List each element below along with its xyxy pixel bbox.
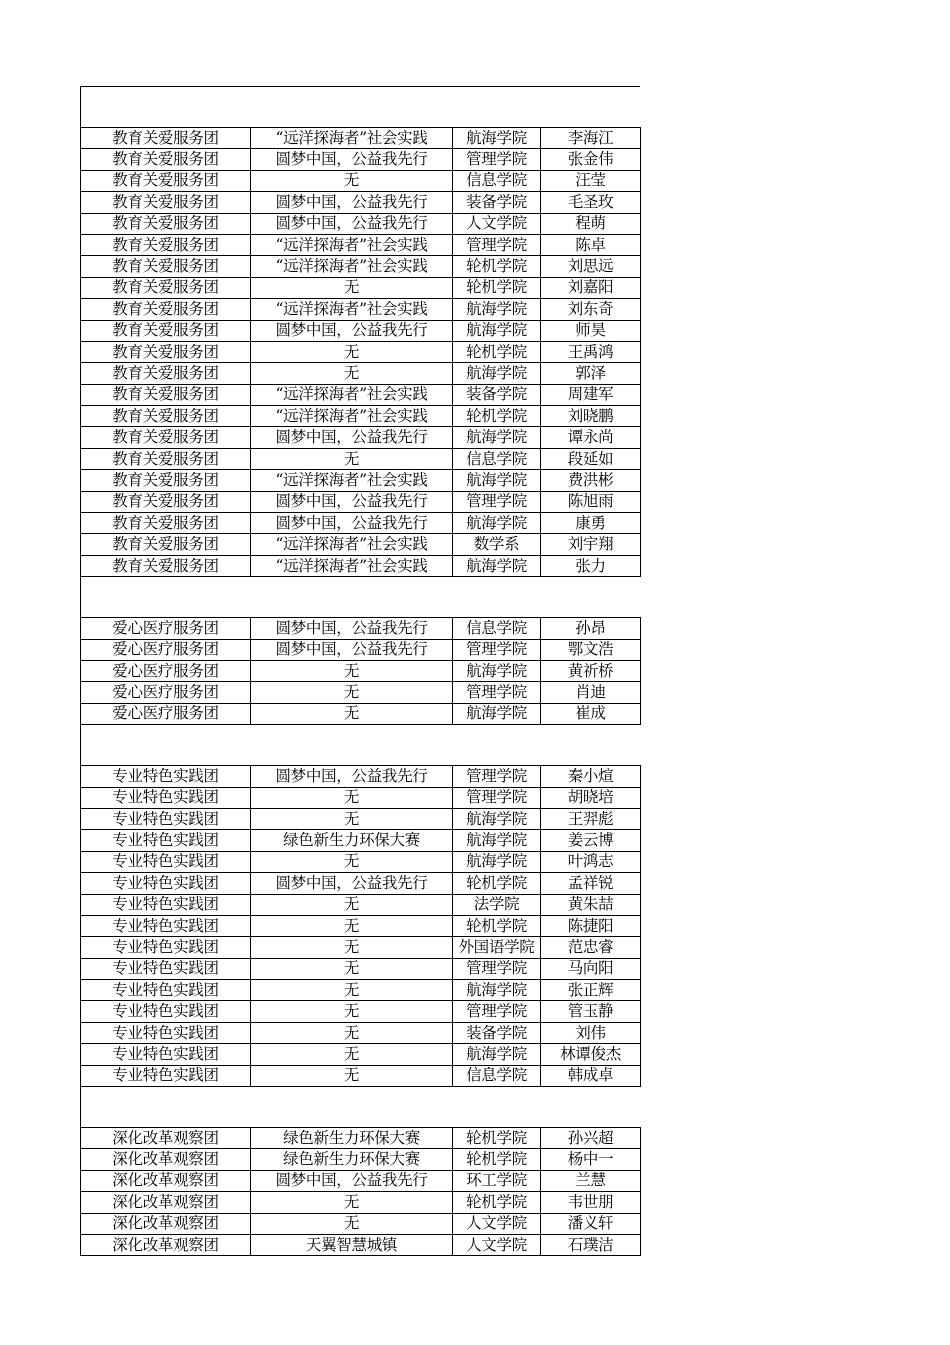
team-cell[interactable]: 教育关爱服务团 bbox=[81, 299, 251, 320]
activity-cell[interactable]: 绿色新生力环保大赛 bbox=[251, 1149, 453, 1170]
college-cell[interactable]: 装备学院 bbox=[453, 1022, 541, 1043]
group-table bbox=[80, 617, 641, 725]
table-row bbox=[81, 277, 641, 298]
activity-cell[interactable]: 无 bbox=[251, 1213, 453, 1234]
college-cell[interactable]: 管理学院 bbox=[453, 149, 541, 170]
table-row bbox=[81, 1192, 641, 1213]
table-row bbox=[81, 555, 641, 576]
name-cell[interactable]: 费洪彬 bbox=[541, 470, 641, 491]
activity-cell[interactable]: 圆梦中国，公益我先行 bbox=[251, 1170, 453, 1191]
activity-cell[interactable]: 天翼智慧城镇 bbox=[251, 1234, 453, 1255]
table-row bbox=[81, 808, 641, 829]
college-cell[interactable]: 人文学院 bbox=[453, 213, 541, 234]
team-cell[interactable]: 专业特色实践团 bbox=[81, 1044, 251, 1065]
name-cell[interactable]: 刘伟 bbox=[541, 1022, 641, 1043]
college-cell[interactable]: 轮机学院 bbox=[453, 915, 541, 936]
college-cell[interactable]: 航海学院 bbox=[453, 513, 541, 534]
name-cell[interactable]: 张正辉 bbox=[541, 980, 641, 1001]
table-row bbox=[81, 1022, 641, 1043]
team-cell[interactable]: 教育关爱服务团 bbox=[81, 149, 251, 170]
college-cell[interactable]: 航海学院 bbox=[453, 980, 541, 1001]
activity-cell[interactable]: 无 bbox=[251, 703, 453, 724]
activity-cell[interactable]: “远洋探海者”社会实践 bbox=[251, 256, 453, 277]
team-cell[interactable]: 教育关爱服务团 bbox=[81, 234, 251, 255]
name-cell[interactable]: 陈卓 bbox=[541, 234, 641, 255]
table-row bbox=[81, 703, 641, 724]
table-row bbox=[81, 1128, 641, 1149]
team-cell[interactable]: 教育关爱服务团 bbox=[81, 341, 251, 362]
team-cell[interactable]: 专业特色实践团 bbox=[81, 851, 251, 872]
activity-cell[interactable]: 无 bbox=[251, 937, 453, 958]
name-cell[interactable]: 王禹鸿 bbox=[541, 341, 641, 362]
team-cell[interactable]: 深化改革观察团 bbox=[81, 1128, 251, 1149]
team-cell[interactable]: 专业特色实践团 bbox=[81, 830, 251, 851]
team-cell[interactable]: 教育关爱服务团 bbox=[81, 427, 251, 448]
table-row bbox=[81, 915, 641, 936]
table-row bbox=[81, 958, 641, 979]
college-cell[interactable]: 数学系 bbox=[453, 534, 541, 555]
team-cell[interactable]: 专业特色实践团 bbox=[81, 787, 251, 808]
activity-cell[interactable]: “远洋探海者”社会实践 bbox=[251, 406, 453, 427]
team-cell[interactable]: 教育关爱服务团 bbox=[81, 470, 251, 491]
group-separator bbox=[80, 1087, 640, 1127]
college-cell[interactable]: 管理学院 bbox=[453, 234, 541, 255]
college-cell[interactable]: 人文学院 bbox=[453, 1213, 541, 1234]
team-cell[interactable]: 专业特色实践团 bbox=[81, 1001, 251, 1022]
activity-cell[interactable]: 无 bbox=[251, 808, 453, 829]
table-row bbox=[81, 1213, 641, 1234]
name-cell[interactable]: 林谭俊杰 bbox=[541, 1044, 641, 1065]
name-cell[interactable]: 马向阳 bbox=[541, 958, 641, 979]
name-cell[interactable]: 陈捷阳 bbox=[541, 915, 641, 936]
activity-cell[interactable]: 圆梦中国，公益我先行 bbox=[251, 192, 453, 213]
group-separator bbox=[80, 725, 640, 765]
college-cell[interactable]: 管理学院 bbox=[453, 787, 541, 808]
activity-cell[interactable]: 绿色新生力环保大赛 bbox=[251, 1128, 453, 1149]
college-cell[interactable]: 轮机学院 bbox=[453, 873, 541, 894]
team-cell[interactable]: 专业特色实践团 bbox=[81, 808, 251, 829]
table-row bbox=[81, 1001, 641, 1022]
team-cell[interactable]: 教育关爱服务团 bbox=[81, 213, 251, 234]
name-cell[interactable]: 汪莹 bbox=[541, 170, 641, 191]
activity-cell[interactable]: “远洋探海者”社会实践 bbox=[251, 555, 453, 576]
activity-cell[interactable]: “远洋探海者”社会实践 bbox=[251, 470, 453, 491]
table-row bbox=[81, 660, 641, 681]
name-cell[interactable]: 范忠睿 bbox=[541, 937, 641, 958]
activity-cell[interactable]: 圆梦中国，公益我先行 bbox=[251, 766, 453, 787]
college-cell[interactable]: 环工学院 bbox=[453, 1170, 541, 1191]
activity-cell[interactable]: 无 bbox=[251, 341, 453, 362]
team-cell[interactable]: 深化改革观察团 bbox=[81, 1149, 251, 1170]
college-cell[interactable]: 轮机学院 bbox=[453, 1149, 541, 1170]
college-cell[interactable]: 信息学院 bbox=[453, 618, 541, 639]
activity-cell[interactable]: 无 bbox=[251, 660, 453, 681]
college-cell[interactable]: 信息学院 bbox=[453, 448, 541, 469]
activity-cell[interactable]: 圆梦中国，公益我先行 bbox=[251, 639, 453, 660]
group-container bbox=[80, 127, 640, 1256]
activity-cell[interactable]: 无 bbox=[251, 915, 453, 936]
name-cell[interactable]: 黄祈桥 bbox=[541, 660, 641, 681]
name-cell[interactable]: 郭泽 bbox=[541, 363, 641, 384]
college-cell[interactable]: 管理学院 bbox=[453, 491, 541, 512]
spreadsheet bbox=[80, 86, 640, 1256]
activity-cell[interactable]: 绿色新生力环保大赛 bbox=[251, 830, 453, 851]
name-cell[interactable]: 兰慧 bbox=[541, 1170, 641, 1191]
team-cell[interactable]: 教育关爱服务团 bbox=[81, 491, 251, 512]
table-row bbox=[81, 980, 641, 1001]
activity-cell[interactable]: 无 bbox=[251, 851, 453, 872]
college-cell[interactable]: 轮机学院 bbox=[453, 341, 541, 362]
team-cell[interactable]: 专业特色实践团 bbox=[81, 1022, 251, 1043]
college-cell[interactable]: 管理学院 bbox=[453, 639, 541, 660]
name-cell[interactable]: 孙昂 bbox=[541, 618, 641, 639]
activity-cell[interactable]: 无 bbox=[251, 787, 453, 808]
college-cell[interactable]: 信息学院 bbox=[453, 170, 541, 191]
table-row bbox=[81, 213, 641, 234]
team-cell[interactable]: 专业特色实践团 bbox=[81, 915, 251, 936]
team-cell[interactable]: 教育关爱服务团 bbox=[81, 192, 251, 213]
college-cell[interactable]: 轮机学院 bbox=[453, 256, 541, 277]
activity-cell[interactable]: 无 bbox=[251, 980, 453, 1001]
name-cell[interactable]: 鄂文浩 bbox=[541, 639, 641, 660]
table-row bbox=[81, 448, 641, 469]
table-row bbox=[81, 830, 641, 851]
name-cell[interactable]: 师昊 bbox=[541, 320, 641, 341]
table-row bbox=[81, 470, 641, 491]
name-cell[interactable]: 姜云博 bbox=[541, 830, 641, 851]
college-cell[interactable]: 航海学院 bbox=[453, 1044, 541, 1065]
name-cell[interactable]: 李海江 bbox=[541, 128, 641, 149]
activity-cell[interactable]: 无 bbox=[251, 1001, 453, 1022]
table-row bbox=[81, 534, 641, 555]
team-cell[interactable]: 专业特色实践团 bbox=[81, 937, 251, 958]
team-cell[interactable]: 爱心医疗服务团 bbox=[81, 703, 251, 724]
table-row bbox=[81, 299, 641, 320]
team-cell[interactable]: 教育关爱服务团 bbox=[81, 534, 251, 555]
college-cell[interactable]: 航海学院 bbox=[453, 427, 541, 448]
team-cell[interactable]: 爱心医疗服务团 bbox=[81, 660, 251, 681]
name-cell[interactable]: 刘宇翔 bbox=[541, 534, 641, 555]
team-cell[interactable]: 深化改革观察团 bbox=[81, 1213, 251, 1234]
sheet-header-row bbox=[80, 86, 640, 127]
table-row bbox=[81, 170, 641, 191]
college-cell[interactable]: 航海学院 bbox=[453, 470, 541, 491]
table-row bbox=[81, 1044, 641, 1065]
college-cell[interactable]: 航海学院 bbox=[453, 128, 541, 149]
name-cell[interactable]: 秦小煊 bbox=[541, 766, 641, 787]
table-row bbox=[81, 1065, 641, 1086]
name-cell[interactable]: 杨中一 bbox=[541, 1149, 641, 1170]
team-cell[interactable]: 教育关爱服务团 bbox=[81, 320, 251, 341]
team-cell[interactable]: 教育关爱服务团 bbox=[81, 513, 251, 534]
college-cell[interactable]: 轮机学院 bbox=[453, 406, 541, 427]
group-table bbox=[80, 127, 641, 577]
table-row bbox=[81, 682, 641, 703]
team-cell[interactable]: 教育关爱服务团 bbox=[81, 406, 251, 427]
group-table bbox=[80, 765, 641, 1087]
activity-cell[interactable]: 圆梦中国，公益我先行 bbox=[251, 213, 453, 234]
table-row bbox=[81, 427, 641, 448]
activity-cell[interactable]: 圆梦中国，公益我先行 bbox=[251, 320, 453, 341]
activity-cell[interactable]: “远洋探海者”社会实践 bbox=[251, 128, 453, 149]
name-cell[interactable]: 石璞洁 bbox=[541, 1234, 641, 1255]
team-cell[interactable]: 教育关爱服务团 bbox=[81, 256, 251, 277]
team-cell[interactable]: 专业特色实践团 bbox=[81, 958, 251, 979]
activity-cell[interactable]: “远洋探海者”社会实践 bbox=[251, 299, 453, 320]
table-row bbox=[81, 363, 641, 384]
name-cell[interactable]: 韦世朋 bbox=[541, 1192, 641, 1213]
activity-cell[interactable]: 无 bbox=[251, 170, 453, 191]
college-cell[interactable]: 管理学院 bbox=[453, 958, 541, 979]
name-cell[interactable]: 刘思远 bbox=[541, 256, 641, 277]
activity-cell[interactable]: 无 bbox=[251, 448, 453, 469]
team-cell[interactable]: 爱心医疗服务团 bbox=[81, 618, 251, 639]
name-cell[interactable]: 肖迪 bbox=[541, 682, 641, 703]
college-cell[interactable]: 航海学院 bbox=[453, 660, 541, 681]
activity-cell[interactable]: 圆梦中国，公益我先行 bbox=[251, 149, 453, 170]
college-cell[interactable]: 外国语学院 bbox=[453, 937, 541, 958]
activity-cell[interactable]: 圆梦中国，公益我先行 bbox=[251, 873, 453, 894]
team-cell[interactable]: 专业特色实践团 bbox=[81, 873, 251, 894]
college-cell[interactable]: 管理学院 bbox=[453, 1001, 541, 1022]
team-cell[interactable]: 教育关爱服务团 bbox=[81, 277, 251, 298]
college-cell[interactable]: 航海学院 bbox=[453, 830, 541, 851]
name-cell[interactable]: 黄朱喆 bbox=[541, 894, 641, 915]
table-row bbox=[81, 1170, 641, 1191]
team-cell[interactable]: 深化改革观察团 bbox=[81, 1234, 251, 1255]
college-cell[interactable]: 轮机学院 bbox=[453, 277, 541, 298]
college-cell[interactable]: 人文学院 bbox=[453, 1234, 541, 1255]
activity-cell[interactable]: 圆梦中国，公益我先行 bbox=[251, 618, 453, 639]
activity-cell[interactable]: 圆梦中国，公益我先行 bbox=[251, 491, 453, 512]
activity-cell[interactable]: 无 bbox=[251, 277, 453, 298]
team-cell[interactable]: 深化改革观察团 bbox=[81, 1192, 251, 1213]
table-row bbox=[81, 491, 641, 512]
name-cell[interactable]: 刘东奇 bbox=[541, 299, 641, 320]
table-row bbox=[81, 766, 641, 787]
table-row bbox=[81, 149, 641, 170]
college-cell[interactable]: 航海学院 bbox=[453, 808, 541, 829]
team-cell[interactable]: 深化改革观察团 bbox=[81, 1170, 251, 1191]
team-cell[interactable]: 爱心医疗服务团 bbox=[81, 639, 251, 660]
activity-cell[interactable]: 圆梦中国，公益我先行 bbox=[251, 513, 453, 534]
college-cell[interactable]: 轮机学院 bbox=[453, 1192, 541, 1213]
table-row bbox=[81, 513, 641, 534]
name-cell[interactable]: 陈旭雨 bbox=[541, 491, 641, 512]
team-cell[interactable]: 专业特色实践团 bbox=[81, 980, 251, 1001]
college-cell[interactable]: 装备学院 bbox=[453, 192, 541, 213]
name-cell[interactable]: 康勇 bbox=[541, 513, 641, 534]
college-cell[interactable]: 航海学院 bbox=[453, 555, 541, 576]
team-cell[interactable]: 教育关爱服务团 bbox=[81, 363, 251, 384]
table-row bbox=[81, 639, 641, 660]
table-row bbox=[81, 128, 641, 149]
college-cell[interactable]: 装备学院 bbox=[453, 384, 541, 405]
name-cell[interactable]: 刘嘉阳 bbox=[541, 277, 641, 298]
activity-cell[interactable]: 圆梦中国，公益我先行 bbox=[251, 427, 453, 448]
name-cell[interactable]: 王羿彪 bbox=[541, 808, 641, 829]
name-cell[interactable]: 张力 bbox=[541, 555, 641, 576]
table-row bbox=[81, 341, 641, 362]
activity-cell[interactable]: 无 bbox=[251, 894, 453, 915]
team-cell[interactable]: 教育关爱服务团 bbox=[81, 384, 251, 405]
team-cell[interactable]: 爱心医疗服务团 bbox=[81, 682, 251, 703]
activity-cell[interactable]: 无 bbox=[251, 363, 453, 384]
table-row bbox=[81, 256, 641, 277]
name-cell[interactable]: 潘义轩 bbox=[541, 1213, 641, 1234]
activity-cell[interactable]: 无 bbox=[251, 958, 453, 979]
table-row bbox=[81, 1149, 641, 1170]
college-cell[interactable]: 航海学院 bbox=[453, 299, 541, 320]
activity-cell[interactable]: 无 bbox=[251, 1022, 453, 1043]
table-row bbox=[81, 851, 641, 872]
activity-cell[interactable]: 无 bbox=[251, 1192, 453, 1213]
college-cell[interactable]: 轮机学院 bbox=[453, 1128, 541, 1149]
name-cell[interactable]: 毛圣玫 bbox=[541, 192, 641, 213]
team-cell[interactable]: 专业特色实践团 bbox=[81, 766, 251, 787]
table-row bbox=[81, 873, 641, 894]
team-cell[interactable]: 专业特色实践团 bbox=[81, 894, 251, 915]
college-cell[interactable]: 管理学院 bbox=[453, 766, 541, 787]
college-cell[interactable]: 航海学院 bbox=[453, 851, 541, 872]
college-cell[interactable]: 航海学院 bbox=[453, 320, 541, 341]
table-row bbox=[81, 1234, 641, 1255]
name-cell[interactable]: 崔成 bbox=[541, 703, 641, 724]
college-cell[interactable]: 信息学院 bbox=[453, 1065, 541, 1086]
name-cell[interactable]: 程萌 bbox=[541, 213, 641, 234]
team-cell[interactable]: 教育关爱服务团 bbox=[81, 170, 251, 191]
activity-cell[interactable]: 无 bbox=[251, 682, 453, 703]
name-cell[interactable]: 张金伟 bbox=[541, 149, 641, 170]
activity-cell[interactable]: “远洋探海者”社会实践 bbox=[251, 384, 453, 405]
table-row bbox=[81, 406, 641, 427]
college-cell[interactable]: 法学院 bbox=[453, 894, 541, 915]
activity-cell[interactable]: 无 bbox=[251, 1065, 453, 1086]
name-cell[interactable]: 孙兴超 bbox=[541, 1128, 641, 1149]
team-cell[interactable]: 教育关爱服务团 bbox=[81, 448, 251, 469]
name-cell[interactable]: 管玉静 bbox=[541, 1001, 641, 1022]
team-cell[interactable]: 教育关爱服务团 bbox=[81, 555, 251, 576]
name-cell[interactable]: 叶鸿志 bbox=[541, 851, 641, 872]
group-separator bbox=[80, 577, 640, 617]
college-cell[interactable]: 管理学院 bbox=[453, 682, 541, 703]
group-table bbox=[80, 1127, 641, 1256]
table-row bbox=[81, 894, 641, 915]
activity-cell[interactable]: 无 bbox=[251, 1044, 453, 1065]
team-cell[interactable]: 教育关爱服务团 bbox=[81, 128, 251, 149]
name-cell[interactable]: 段延如 bbox=[541, 448, 641, 469]
name-cell[interactable]: 谭永尚 bbox=[541, 427, 641, 448]
college-cell[interactable]: 航海学院 bbox=[453, 703, 541, 724]
table-row bbox=[81, 192, 641, 213]
table-row bbox=[81, 320, 641, 341]
table-row bbox=[81, 937, 641, 958]
college-cell[interactable]: 航海学院 bbox=[453, 363, 541, 384]
table-row bbox=[81, 618, 641, 639]
name-cell[interactable]: 韩成卓 bbox=[541, 1065, 641, 1086]
name-cell[interactable]: 周建军 bbox=[541, 384, 641, 405]
team-cell[interactable]: 专业特色实践团 bbox=[81, 1065, 251, 1086]
table-row bbox=[81, 234, 641, 255]
activity-cell[interactable]: “远洋探海者”社会实践 bbox=[251, 534, 453, 555]
activity-cell[interactable]: “远洋探海者”社会实践 bbox=[251, 234, 453, 255]
table-row bbox=[81, 787, 641, 808]
name-cell[interactable]: 刘晓鹏 bbox=[541, 406, 641, 427]
name-cell[interactable]: 孟祥锐 bbox=[541, 873, 641, 894]
name-cell[interactable]: 胡晓培 bbox=[541, 787, 641, 808]
table-row bbox=[81, 384, 641, 405]
